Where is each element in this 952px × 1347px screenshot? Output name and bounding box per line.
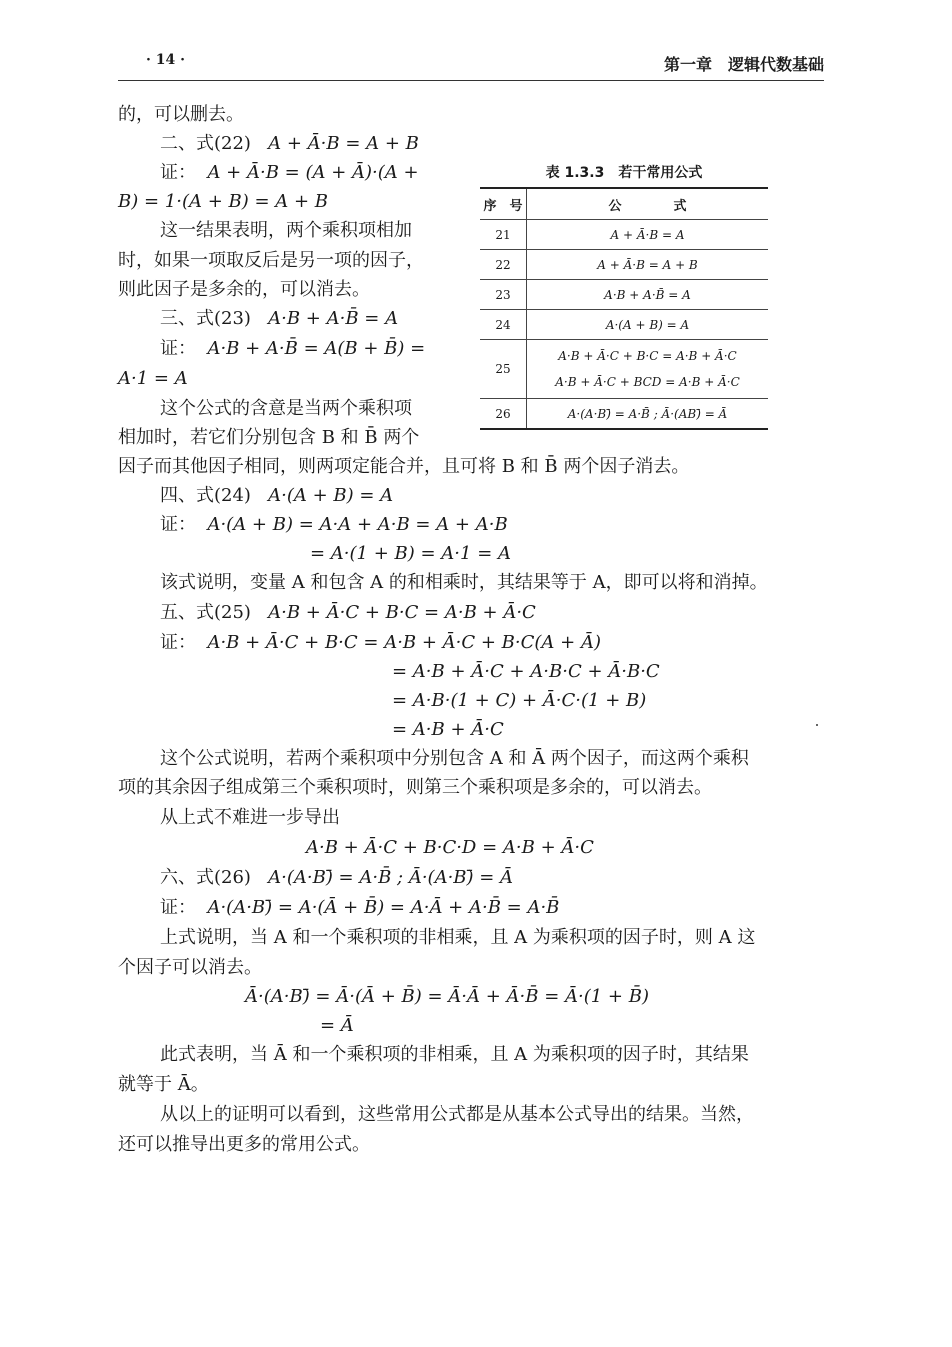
- proof-line: [160, 162, 419, 184]
- formula-label: 二、式(22): [160, 133, 251, 154]
- proof-expression: = A·B·(1 + C) + Ā·C·(1 + B): [392, 690, 647, 711]
- row-number: 26: [480, 399, 527, 430]
- proof-label: 证：: [160, 514, 196, 535]
- table-row: [480, 280, 768, 310]
- proof-line: [160, 897, 559, 919]
- row-formula: A + Ā·B = A: [527, 220, 769, 250]
- chapter-title: 第一章 逻辑代数基础: [663, 55, 824, 74]
- text-line: 个因子可以消去。: [118, 957, 262, 978]
- row-formula: [527, 340, 769, 399]
- formula-expression: A·(A·B)̄ = A·B̄ ; Ā·(A·B)̄ = Ā: [268, 867, 514, 888]
- proof-expression: A·B + A·B̄ = A(B + B̄) =: [207, 338, 426, 359]
- formula-expression: A·B + Ā·C + B·C = A·B + Ā·C: [268, 602, 536, 623]
- proof-line: [160, 632, 601, 654]
- formula-expression: A + Ā·B = A + B: [268, 133, 419, 154]
- formula-heading-23: [160, 308, 398, 330]
- text-line: 这个公式的含意是当两个乘积项: [160, 398, 412, 419]
- text-line: 项的其余因子组成第三个乘积项时，则第三个乘积项是多余的，可以消去。: [118, 777, 712, 798]
- proof-expression: A·(A·B)̄ = A·(Ā + B̄) = A·Ā + A·B̄ = A·B̄: [207, 897, 560, 918]
- formula-label: 五、式(25): [160, 602, 251, 623]
- table-row: [480, 340, 768, 399]
- text-line: 还可以推导出更多的常用公式。: [118, 1134, 370, 1155]
- text-line: 相加时，若它们分别包含 B 和 B̄ 两个: [118, 427, 420, 448]
- text-line: 上式说明，当 A 和一个乘积项的非相乘，且 A 为乘积项的因子时，则 A 这: [160, 927, 756, 948]
- proof-expression: A + Ā·B = (A + Ā)·(A +: [207, 162, 419, 183]
- column-header-formula: 公 式: [527, 188, 769, 220]
- row-formula: A·(A·B)̄ = A·B̄ ; Ā·(AB)̄ = Ā: [527, 399, 769, 430]
- proof-expression: = A·B + Ā·C + A·B·C + Ā·B·C: [392, 661, 660, 682]
- text-line: 此式表明，当 Ā 和一个乘积项的非相乘，且 A 为乘积项的因子时，其结果: [160, 1044, 749, 1065]
- text-line: 该式说明，变量 A 和包含 A 的和相乘时，其结果等于 A，即可以将和消掉。: [160, 572, 768, 593]
- proof-expression: Ā·(A·B)̄ = Ā·(Ā + B̄) = Ā·Ā + Ā·B̄ = Ā·(1 + B̄): [245, 986, 649, 1007]
- proof-expression: = Ā: [320, 1015, 354, 1036]
- proof-label: 证：: [160, 632, 196, 653]
- row-number: 22: [480, 250, 527, 280]
- row-number: 24: [480, 310, 527, 340]
- formula-heading-22: [160, 133, 419, 155]
- table-caption: 表 1.3.3 若干常用公式: [545, 165, 703, 181]
- row-formula: A + Ā·B = A + B: [527, 250, 769, 280]
- formula-label: 三、式(23): [160, 308, 251, 329]
- row-formula: A·(A + B) = A: [527, 310, 769, 340]
- formula-expression: A·B + A·B̄ = A: [268, 308, 399, 329]
- proof-label: 证：: [160, 897, 196, 918]
- text-line: 这个公式说明，若两个乘积项中分别包含 A 和 Ā 两个因子，而这两个乘积: [160, 748, 749, 769]
- proof-line: [160, 514, 508, 536]
- proof-expression: B) = 1·(A + B) = A + B: [118, 191, 329, 212]
- text-line: 的，可以删去。: [118, 104, 244, 125]
- table-row: [480, 399, 768, 430]
- proof-expression: = A·(1 + B) = A·1 = A: [310, 543, 511, 564]
- row-formula: A·B + A·B̄ = A: [527, 280, 769, 310]
- page-header: [118, 52, 824, 78]
- table-header-row: [480, 188, 768, 220]
- formula-heading-26: [160, 867, 513, 889]
- text-line: 则此因子是多余的，可以消去。: [118, 279, 370, 300]
- text-line: 从以上的证明可以看到，这些常用公式都是从基本公式导出的结果。当然，: [160, 1104, 754, 1125]
- common-formulas-table: [480, 187, 768, 430]
- row-formula-line: A·B + Ā·C + B·C = A·B + Ā·C: [558, 349, 737, 363]
- formula-heading-24: [160, 485, 393, 507]
- text-line: 就等于 Ā。: [118, 1074, 209, 1095]
- page-number: · 14 ·: [146, 52, 185, 68]
- header-rule: [118, 80, 824, 81]
- text-line: 这一结果表明，两个乘积项相加: [160, 220, 412, 241]
- formula-label: 六、式(26): [160, 867, 251, 888]
- text-line: 时，如果一项取反后是另一项的因子，: [118, 250, 424, 271]
- row-formula-line: A·B + Ā·C + BCD = A·B + Ā·C: [555, 375, 740, 389]
- proof-label: 证：: [160, 338, 196, 359]
- derived-formula: A·B + Ā·C + B·C·D = A·B + Ā·C: [306, 837, 594, 858]
- scan-speck: [816, 724, 818, 726]
- proof-expression: A·1 = A: [118, 368, 188, 389]
- formula-expression: A·(A + B) = A: [268, 485, 394, 506]
- formula-heading-25: [160, 602, 536, 624]
- proof-expression: = A·B + Ā·C: [392, 719, 504, 740]
- proof-expression: A·B + Ā·C + B·C = A·B + Ā·C + B·C(A + Ā): [207, 632, 601, 653]
- row-number: 23: [480, 280, 527, 310]
- text-line: 因子而其他因子相同，则两项定能合并，且可将 B 和 B̄ 两个因子消去。: [118, 456, 690, 477]
- text-line: 从上式不难进一步导出: [160, 807, 340, 828]
- row-number: 25: [480, 340, 527, 399]
- proof-label: 证：: [160, 162, 196, 183]
- formula-label: 四、式(24): [160, 485, 251, 506]
- table-row: [480, 220, 768, 250]
- proof-line: [160, 338, 425, 360]
- row-number: 21: [480, 220, 527, 250]
- table-row: [480, 310, 768, 340]
- proof-expression: A·(A + B) = A·A + A·B = A + A·B: [207, 514, 508, 535]
- table-row: [480, 250, 768, 280]
- column-header-number: 序 号: [480, 188, 527, 220]
